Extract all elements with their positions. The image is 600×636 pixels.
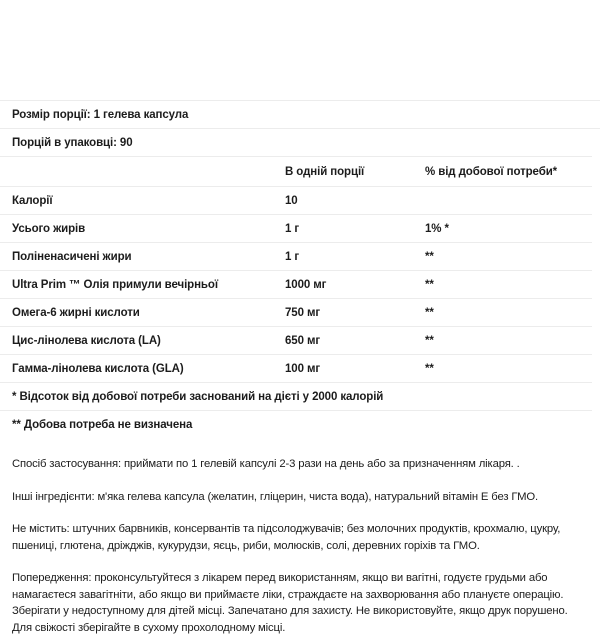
nutrient-amount: 100 мг xyxy=(285,355,425,383)
nutrient-amount: 1 г xyxy=(285,215,425,243)
table-row xyxy=(0,271,592,299)
nutrient-daily-value: ** xyxy=(425,271,592,299)
nutrition-table xyxy=(0,156,592,438)
table-row xyxy=(0,215,592,243)
nutrient-daily-value: ** xyxy=(425,243,592,271)
supplement-facts-panel xyxy=(0,100,600,438)
column-header-daily-value: % від добової потреби* xyxy=(425,157,592,187)
text-sections xyxy=(0,456,600,636)
nutrient-name: Поліненасичені жири xyxy=(0,243,285,271)
top-spacer xyxy=(0,0,600,100)
nutrient-amount: 1 г xyxy=(285,243,425,271)
warning-paragraph: Попередження: проконсультуйтеся з лікарем перед використанням, якщо ви вагітні, годуєте грудьми або намагаєтеся завагітніти, або якщо ви приймаєте ліки, страждаєте на захворювання або плануєте операцію. Зберігати у недоступному для дітей місці. Запечатано для захисту. Не використовуйте, якщо друк порушено. Для свіжості зберігайте в сухому прохолодному місці. xyxy=(12,572,568,634)
dv-not-established-footnote: ** Добова потреба не визначена xyxy=(0,411,592,439)
nutrient-name: Ultra Prim ™ Олія примули вечірньої xyxy=(0,271,285,299)
table-row xyxy=(0,299,592,327)
daily-value-footnote: * Відсоток від добової потреби заснований на дієті у 2000 калорій xyxy=(0,383,592,411)
nutrient-amount: 650 мг xyxy=(285,327,425,355)
nutrient-name: Омега-6 жирні кислоти xyxy=(0,299,285,327)
nutrient-daily-value: ** xyxy=(425,327,592,355)
serving-size-row: Розмір порції: 1 гелева капсула xyxy=(0,100,600,128)
nutrient-daily-value: ** xyxy=(425,299,592,327)
nutrient-amount: 10 xyxy=(285,187,425,215)
table-row xyxy=(0,243,592,271)
table-row xyxy=(0,327,592,355)
free-from-paragraph: Не містить: штучних барвників, консервантів та підсолоджувачів; без молочних продуктів, крохмалю, цукру, пшениці, глютена, дріжджів, кукурудзи, яєць, риби, молюсків, солі, деревних горіхів та ГМО. xyxy=(12,523,561,552)
other-ingredients-paragraph: Інші інгредієнти: м'яка гелева капсула (желатин, гліцерин, чиста вода), натуральний вітамін Е без ГМО. xyxy=(12,490,538,503)
directions-paragraph: Спосіб застосування: приймати по 1 гелевій капсулі 2-3 рази на день або за призначенням лікаря. . xyxy=(12,458,520,470)
nutrient-daily-value: 1% * xyxy=(425,215,592,243)
table-row xyxy=(0,355,592,383)
column-header-nutrient xyxy=(0,157,285,187)
table-header-row xyxy=(0,157,592,187)
table-footnote-row xyxy=(0,383,592,411)
servings-per-container-row: Порцій в упаковці: 90 xyxy=(0,128,600,156)
table-row xyxy=(0,187,592,215)
nutrient-name: Цис-лінолева кислота (LA) xyxy=(0,327,285,355)
nutrient-amount: 1000 мг xyxy=(285,271,425,299)
table-footnote-row xyxy=(0,411,592,439)
nutrient-amount: 750 мг xyxy=(285,299,425,327)
nutrient-daily-value xyxy=(425,187,592,215)
nutrient-daily-value: ** xyxy=(425,355,592,383)
nutrient-name: Гамма-лінолева кислота (GLA) xyxy=(0,355,285,383)
nutrient-name: Усього жирів xyxy=(0,215,285,243)
column-header-per-serving: В одній порції xyxy=(285,157,425,187)
nutrient-name: Калорії xyxy=(0,187,285,215)
